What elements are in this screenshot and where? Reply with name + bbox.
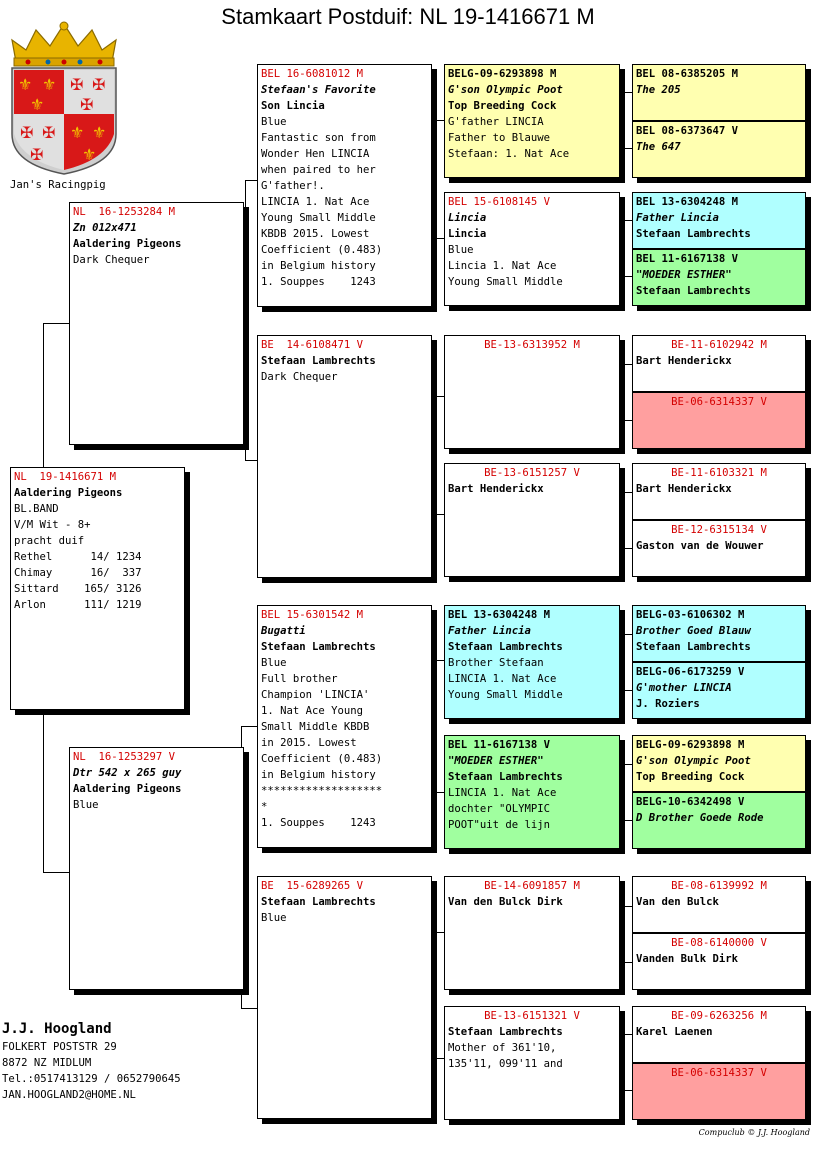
svg-text:⚜: ⚜: [42, 75, 57, 94]
detail-line: POOT"uit de lijn: [448, 819, 551, 831]
detail-line: Young Small Middle: [448, 276, 563, 288]
pigeon-name: Father Lincia: [448, 625, 531, 637]
breeder-name: Top Breeding Cock: [448, 100, 557, 112]
detail-line: G'father LINCIA: [448, 116, 544, 128]
connector-line: [624, 1034, 632, 1035]
breeder-name: Vanden Bulk Dirk: [636, 953, 739, 965]
detail-line: in Belgium history: [261, 260, 376, 272]
connector-line: [241, 1008, 257, 1009]
connector-line: [624, 764, 632, 765]
detail-line: V/M Wit - 8+: [14, 519, 91, 531]
detail-line: Blue: [73, 799, 99, 811]
pigeon-card-g14[interactable]: [632, 933, 806, 990]
breeder-name: Stefaan Lambrechts: [261, 896, 376, 908]
ring-number: BEL 15-6301542 M: [261, 609, 364, 621]
svg-text:⚜: ⚜: [70, 123, 85, 142]
breeder-name: Stefaan Lambrechts: [448, 1026, 563, 1038]
connector-line: [624, 92, 632, 93]
breeder-name: Van den Bulck: [636, 896, 719, 908]
connector-line: [432, 932, 433, 1058]
breeder-name: Top Breeding Cock: [636, 771, 745, 783]
coat-of-arms-logo: [8, 18, 120, 176]
detail-line: Fantastic son from: [261, 132, 376, 144]
connector-line: [43, 323, 69, 324]
pigeon-name: D Brother Goede Rode: [636, 812, 764, 824]
ring-number: BE-11-6103321 M: [671, 467, 767, 479]
detail-line: BL.BAND: [14, 503, 59, 515]
owner-address: FOLKERT POSTSTR 29: [2, 1041, 117, 1053]
detail-line: Young Small Middle: [448, 689, 563, 701]
connector-line: [432, 396, 433, 514]
ring-number: BELG-06-6173259 V: [636, 666, 745, 678]
detail-line: dochter "OLYMPIC: [448, 803, 551, 815]
ring-number: BE-09-6263256 M: [671, 1010, 767, 1022]
breeder-name: Gaston van de Wouwer: [636, 540, 764, 552]
connector-line: [432, 396, 444, 397]
pigeon-card-g4[interactable]: [632, 249, 806, 306]
race-result: Chimay 16/ 337: [14, 567, 142, 579]
connector-line: [43, 710, 44, 872]
pigeon-card-g13[interactable]: [632, 876, 806, 933]
owner-name: J.J. Hoogland: [2, 1021, 112, 1037]
breeder-name: Son Lincia: [261, 100, 325, 112]
ring-number: BELG-03-6106302 M: [636, 609, 745, 621]
connector-line: [624, 690, 632, 691]
connector-line: [624, 548, 632, 549]
pigeon-card-sd[interactable]: [257, 335, 432, 578]
ring-number: BELG-09-6293898 M: [448, 68, 557, 80]
detail-line: pracht duif: [14, 535, 85, 547]
connector-line: [624, 220, 625, 276]
ring-number: BE-12-6315134 V: [671, 524, 767, 536]
svg-text:✠: ✠: [92, 75, 106, 94]
race-result: Rethel 14/ 1234: [14, 551, 142, 563]
pigeon-card-g2[interactable]: [632, 121, 806, 178]
pigeon-name: Dtr 542 x 265 guy: [73, 767, 182, 779]
connector-line: [624, 148, 632, 149]
detail-line: Wonder Hen LINCIA: [261, 148, 370, 160]
page-title: Stamkaart Postduif: NL 19-1416671 M: [221, 4, 595, 29]
pigeon-card-sss[interactable]: [444, 64, 620, 178]
ring-number: BEL 15-6108145 V: [448, 196, 551, 208]
pigeon-card-ssd[interactable]: [444, 192, 620, 306]
pigeon-name: Stefaan's Favorite: [261, 84, 376, 96]
pigeon-card-subject[interactable]: [10, 467, 185, 710]
connector-line: [624, 962, 632, 963]
breeder-name: Bart Henderickx: [448, 483, 544, 495]
pigeon-card-sire[interactable]: [69, 202, 244, 445]
connector-line: [432, 792, 444, 793]
ring-number: BE-08-6140000 V: [671, 937, 767, 949]
breeder-name: Bart Henderickx: [636, 355, 732, 367]
detail-line: 135'11, 099'11 and: [448, 1058, 563, 1070]
ring-number: BELG-10-6342498 V: [636, 796, 745, 808]
race-result: 1. Souppes 1243: [261, 817, 376, 829]
pigeon-card-ss[interactable]: [257, 64, 432, 307]
ring-number: BE-06-6314337 V: [671, 396, 767, 408]
detail-line: *: [261, 801, 268, 813]
connector-line: [624, 764, 625, 820]
breeder-name: Van den Bulck Dirk: [448, 896, 563, 908]
pigeon-card-g6[interactable]: [632, 392, 806, 449]
ring-number: NL 16-1253284 M: [73, 206, 176, 218]
owner-city: 8872 NZ MIDLUM: [2, 1057, 92, 1069]
pigeon-name: Father Lincia: [636, 212, 719, 224]
pigeon-name: The 205: [636, 84, 681, 96]
connector-line: [43, 872, 69, 873]
detail-line: Father to Blauwe: [448, 132, 551, 144]
breeder-name: Stefaan Lambrechts: [448, 641, 563, 653]
pigeon-card-g3[interactable]: [632, 192, 806, 249]
detail-line: when paired to her: [261, 164, 376, 176]
svg-text:⚜: ⚜: [82, 145, 97, 164]
connector-line: [624, 276, 632, 277]
pigeon-card-g16[interactable]: [632, 1063, 806, 1120]
pigeon-name: G'son Olympic Poot: [448, 84, 563, 96]
detail-line: Blue: [448, 244, 474, 256]
breeder-name: Karel Laenen: [636, 1026, 713, 1038]
connector-line: [624, 220, 632, 221]
detail-line: Blue: [261, 657, 287, 669]
connector-line: [624, 820, 632, 821]
breeder-name: Stefaan Lambrechts: [261, 641, 376, 653]
pigeon-card-g8[interactable]: [632, 520, 806, 577]
pigeon-card-g15[interactable]: [632, 1006, 806, 1063]
ring-number: BE 14-6108471 V: [261, 339, 364, 351]
ring-number: BE 15-6289265 V: [261, 880, 364, 892]
connector-line: [624, 906, 625, 962]
detail-line: LINCIA 1. Nat Ace: [448, 787, 557, 799]
detail-line: in Belgium history: [261, 769, 376, 781]
owner-email: JAN.HOOGLAND2@HOME.NL: [2, 1089, 136, 1101]
race-result: Sittard 165/ 3126: [14, 583, 142, 595]
breeder-name: Stefaan Lambrechts: [636, 641, 751, 653]
detail-line: Blue: [261, 912, 287, 924]
detail-line: *******************: [261, 785, 383, 797]
connector-line: [624, 420, 632, 421]
detail-line: Mother of 361'10,: [448, 1042, 557, 1054]
detail-line: in 2015. Lowest: [261, 737, 357, 749]
detail-line: LINCIA 1. Nat Ace: [448, 673, 557, 685]
detail-line: Coefficient (0.483): [261, 244, 383, 256]
pigeon-name: The 647: [636, 141, 681, 153]
svg-text:✠: ✠: [42, 123, 56, 142]
ring-number: BE-11-6102942 M: [671, 339, 767, 351]
pigeon-card-dd[interactable]: [257, 876, 432, 1119]
breeder-name: Stefaan Lambrechts: [261, 355, 376, 367]
connector-line: [432, 238, 444, 239]
connector-line: [624, 364, 632, 365]
software-credit: Compuclub © J.J. Hoogland: [698, 1128, 810, 1137]
pigeon-name: Zn 012x471: [73, 222, 137, 234]
detail-line: Champion 'LINCIA': [261, 689, 370, 701]
connector-line: [624, 492, 625, 548]
detail-line: Young Small Middle: [261, 212, 376, 224]
race-result: 1. Souppes 1243: [261, 276, 376, 288]
pigeon-card-dsd[interactable]: [444, 735, 620, 849]
breeder-name: Stefaan Lambrechts: [636, 228, 751, 240]
ring-number: BEL 11-6167138 V: [636, 253, 739, 265]
connector-line: [432, 660, 433, 792]
pigeon-card-g7[interactable]: [632, 463, 806, 520]
svg-text:✠: ✠: [30, 145, 44, 164]
pigeon-card-dam[interactable]: [69, 747, 244, 990]
detail-line: KBDB 2015. Lowest: [261, 228, 370, 240]
connector-line: [245, 180, 246, 460]
connector-line: [245, 180, 257, 181]
detail-line: Dark Chequer: [73, 254, 150, 266]
svg-text:✠: ✠: [20, 123, 34, 142]
ring-number: NL 19-1416671 M: [14, 471, 117, 483]
svg-text:⚜: ⚜: [18, 75, 33, 94]
breeder-name: Stefaan Lambrechts: [636, 285, 751, 297]
pigeon-card-sds[interactable]: [444, 335, 620, 449]
svg-text:✠: ✠: [70, 75, 84, 94]
pigeon-card-ds[interactable]: [257, 605, 432, 848]
breeder-name: Bart Henderickx: [636, 483, 732, 495]
connector-line: [432, 514, 444, 515]
ring-number: BE-13-6313952 M: [484, 339, 580, 351]
connector-line: [241, 726, 257, 727]
pigeon-name: G'mother LINCIA: [636, 682, 732, 694]
breeder-name: Stefaan Lambrechts: [448, 771, 563, 783]
connector-line: [432, 932, 444, 933]
breeder-name: Aaldering Pigeons: [73, 783, 182, 795]
ring-number: BEL 16-6081012 M: [261, 68, 364, 80]
detail-line: Full brother: [261, 673, 338, 685]
pigeon-name: Lincia: [448, 212, 487, 224]
ring-number: BELG-09-6293898 M: [636, 739, 745, 751]
ring-number: BEL 11-6167138 V: [448, 739, 551, 751]
detail-line: Lincia 1. Nat Ace: [448, 260, 557, 272]
connector-line: [432, 660, 444, 661]
svg-text:✠: ✠: [80, 95, 94, 114]
pigeon-name: Bugatti: [261, 625, 306, 637]
breeder-name: J. Roziers: [636, 698, 700, 710]
connector-line: [624, 1090, 632, 1091]
pigeon-card-g5[interactable]: [632, 335, 806, 392]
connector-line: [624, 492, 632, 493]
detail-line: G'father!.: [261, 180, 325, 192]
pigeon-card-g12[interactable]: [632, 792, 806, 849]
ring-number: BE-08-6139992 M: [671, 880, 767, 892]
pigeon-card-ddd[interactable]: [444, 1006, 620, 1120]
connector-line: [624, 634, 625, 690]
ring-number: BEL 13-6304248 M: [636, 196, 739, 208]
pigeon-card-g10[interactable]: [632, 662, 806, 719]
detail-line: 1. Nat Ace Young: [261, 705, 364, 717]
breeder-name: Aaldering Pigeons: [14, 487, 123, 499]
connector-line: [624, 364, 625, 420]
owner-phone: Tel.:0517413129 / 0652790645: [2, 1073, 181, 1085]
pigeon-card-sdd[interactable]: [444, 463, 620, 577]
connector-line: [432, 120, 433, 238]
connector-line: [245, 460, 257, 461]
detail-line: Stefaan: 1. Nat Ace: [448, 148, 570, 160]
connector-line: [432, 120, 444, 121]
pigeon-name: "MOEDER ESTHER": [448, 755, 544, 767]
detail-line: Brother Stefaan: [448, 657, 544, 669]
svg-text:⚜: ⚜: [30, 95, 45, 114]
pigeon-name: G'son Olympic Poot: [636, 755, 751, 767]
breeder-name: Lincia: [448, 228, 487, 240]
connector-line: [624, 92, 625, 148]
detail-line: Dark Chequer: [261, 371, 338, 383]
connector-line: [432, 1058, 444, 1059]
detail-line: Coefficient (0.483): [261, 753, 383, 765]
svg-text:⚜: ⚜: [92, 123, 107, 142]
pigeon-card-dds[interactable]: [444, 876, 620, 990]
pigeon-card-g1[interactable]: [632, 64, 806, 121]
ring-number: BEL 08-6373647 V: [636, 125, 739, 137]
connector-line: [624, 1034, 625, 1090]
ring-number: BE-14-6091857 M: [484, 880, 580, 892]
ring-number: BEL 13-6304248 M: [448, 609, 551, 621]
pigeon-card-g11[interactable]: [632, 735, 806, 792]
pigeon-name: Brother Goed Blauw: [636, 625, 751, 637]
pigeon-card-g9[interactable]: [632, 605, 806, 662]
race-result: Arlon 111/ 1219: [14, 599, 142, 611]
connector-line: [624, 906, 632, 907]
owner-info: [2, 1019, 181, 1103]
breeder-name: Aaldering Pigeons: [73, 238, 182, 250]
ring-number: NL 16-1253297 V: [73, 751, 176, 763]
ring-number: BE-13-6151321 V: [484, 1010, 580, 1022]
detail-line: Blue: [261, 116, 287, 128]
ring-number: BEL 08-6385205 M: [636, 68, 739, 80]
pigeon-name: "MOEDER ESTHER": [636, 269, 732, 281]
loft-name: Jan's Racingpig: [10, 179, 106, 191]
detail-line: LINCIA 1. Nat Ace: [261, 196, 370, 208]
pigeon-card-dss[interactable]: [444, 605, 620, 719]
detail-line: Small Middle KBDB: [261, 721, 370, 733]
connector-line: [43, 323, 44, 469]
ring-number: BE-13-6151257 V: [484, 467, 580, 479]
connector-line: [624, 634, 632, 635]
ring-number: BE-06-6314337 V: [671, 1067, 767, 1079]
